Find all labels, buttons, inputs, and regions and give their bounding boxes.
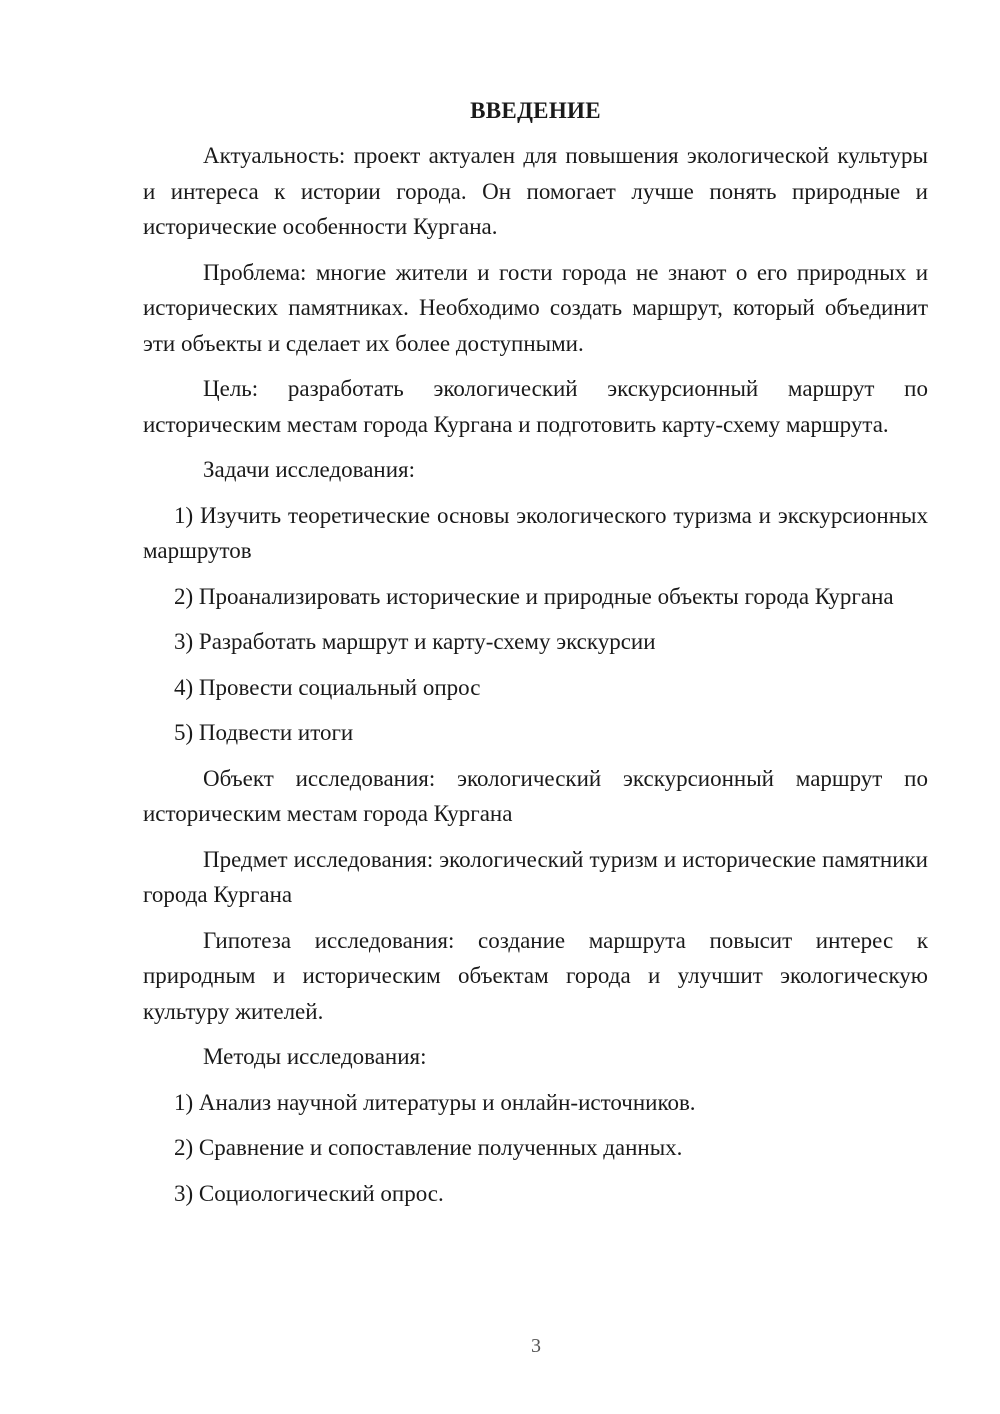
object-paragraph: Объект исследования: экологический экскурсионный маршрут по историческим местам города Кургана	[143, 765, 928, 826]
method-item: 2) Сравнение и сопоставление полученных данных.	[174, 1135, 683, 1160]
page-number: 3	[531, 1335, 541, 1357]
document-page	[143, 94, 928, 1221]
subject-paragraph: Предмет исследования: экологический туризм и исторические памятники города Кургана	[143, 846, 928, 907]
task-item: 2) Проанализировать исторические и природные объекты города Кургана	[174, 583, 894, 609]
task-item: 4) Провести социальный опрос	[174, 674, 481, 700]
hypothesis-paragraph: Гипотеза исследования: создание маршрута повысит интерес к природным и историческим объектам города и улучшит экологическую культуру жителей.	[143, 927, 928, 1024]
tasks-heading: Задачи исследования:	[203, 457, 416, 482]
section-title: ВВЕДЕНИЕ	[470, 98, 601, 123]
task-item: 5) Подвести итоги	[174, 720, 354, 745]
task-item: 1) Изучить теоретические основы экологического туризма и экскурсионных маршрутов	[143, 502, 928, 563]
relevance-paragraph: Актуальность: проект актуален для повышения экологической культуры и интереса к истории города. Он помогает лучше понять природные и исторические особенности Кургана.	[143, 143, 928, 239]
goal-paragraph: Цель: разработать экологический экскурсионный маршрут по историческим местам города Кургана и подготовить карту-схему маршрута.	[143, 376, 928, 437]
task-item: 3) Разработать маршрут и карту-схему экскурсии	[174, 629, 656, 654]
methods-heading: Методы исследования:	[203, 1044, 427, 1069]
problem-paragraph: Проблема: многие жители и гости города не знают о его природных и исторических памятниках. Необходимо создать маршрут, который объединит эти объекты и сделает их более доступными.	[143, 259, 928, 356]
method-item: 3) Социологический опрос.	[174, 1180, 444, 1206]
method-item: 1) Анализ научной литературы и онлайн-источников.	[174, 1089, 696, 1115]
